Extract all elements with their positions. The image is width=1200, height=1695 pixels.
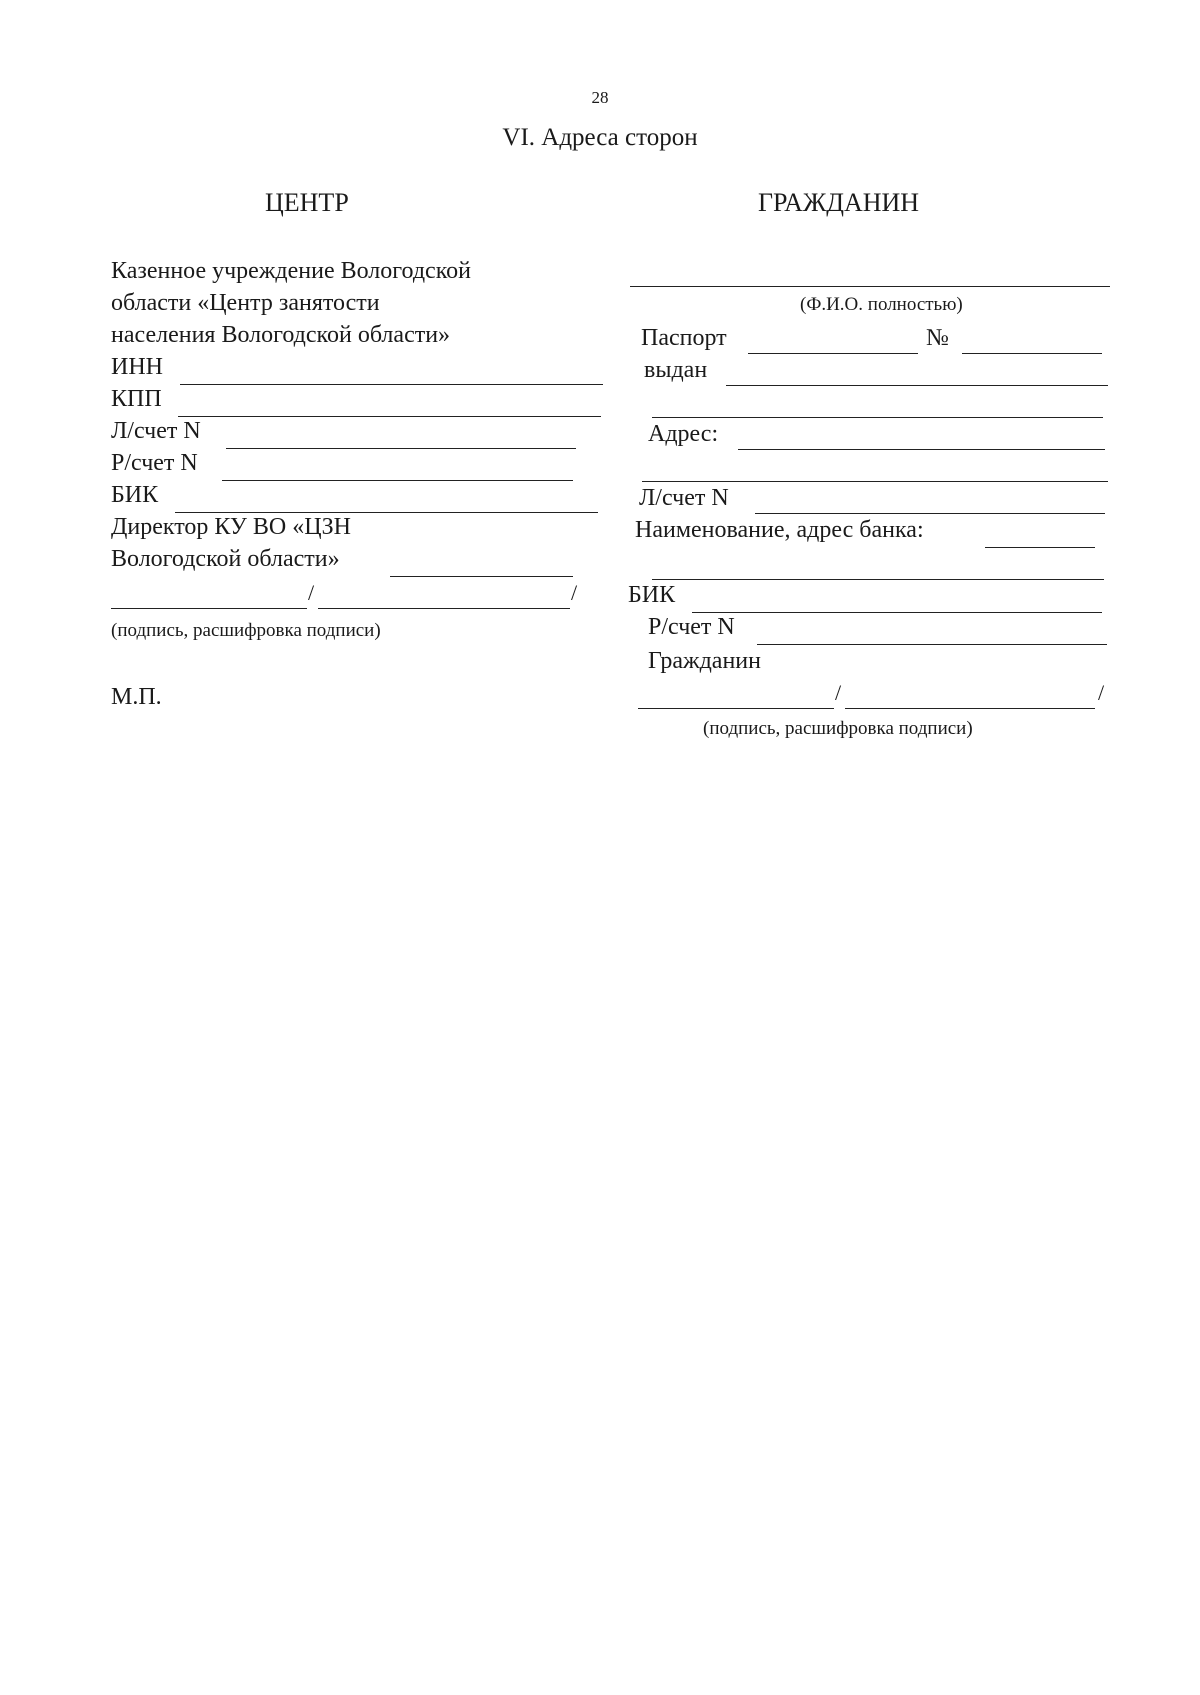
citizen-signature-field[interactable] <box>638 708 834 709</box>
citizen-bank-field-continued[interactable] <box>652 579 1104 580</box>
center-signature-name-field[interactable] <box>318 608 570 609</box>
center-ls-field[interactable] <box>226 448 576 449</box>
citizen-signature-separator: / <box>835 680 842 705</box>
citizen-bik-label: БИК <box>628 582 676 608</box>
citizen-fio-caption: (Ф.И.О. полностью) <box>800 294 963 315</box>
center-rs-field[interactable] <box>222 480 573 481</box>
citizen-number-label: № <box>926 325 949 351</box>
citizen-address-field-continued[interactable] <box>642 481 1108 482</box>
center-seal-label: М.П. <box>111 684 162 710</box>
citizen-bank-label: Наименование, адрес банка: <box>635 517 924 543</box>
center-heading: ЦЕНТР <box>265 188 349 217</box>
citizen-signer-label: Гражданин <box>648 648 761 674</box>
center-signature-end-separator: / <box>571 580 578 605</box>
citizen-issued-field-continued[interactable] <box>652 417 1103 418</box>
citizen-passport-number-field[interactable] <box>962 353 1102 354</box>
center-bik-label: БИК <box>111 482 159 508</box>
center-org-line1: Казенное учреждение Вологодской <box>111 258 471 284</box>
citizen-signature-caption: (подпись, расшифровка подписи) <box>703 718 973 739</box>
citizen-heading: ГРАЖДАНИН <box>758 188 920 217</box>
center-inn-field[interactable] <box>180 384 603 385</box>
citizen-rs-field[interactable] <box>757 644 1107 645</box>
citizen-passport-label: Паспорт <box>641 325 727 351</box>
center-director-line1: Директор КУ ВО «ЦЗН <box>111 514 351 540</box>
citizen-address-label: Адрес: <box>648 421 719 447</box>
center-signature-caption: (подпись, расшифровка подписи) <box>111 620 381 641</box>
citizen-issued-label: выдан <box>644 357 708 383</box>
center-org-line3: населения Вологодской области» <box>111 322 451 348</box>
section-title: VI. Адреса сторон <box>502 124 698 151</box>
citizen-rs-label: Р/счет N <box>648 614 735 640</box>
citizen-bik-field[interactable] <box>692 612 1102 613</box>
center-ls-label: Л/счет N <box>111 418 201 444</box>
center-director-field[interactable] <box>390 576 573 577</box>
center-signature-separator: / <box>308 580 315 605</box>
center-org-line2: области «Центр занятости <box>111 290 380 316</box>
citizen-address-field[interactable] <box>738 449 1105 450</box>
center-rs-label: Р/счет N <box>111 450 198 476</box>
center-signature-field[interactable] <box>111 608 307 609</box>
center-bik-field[interactable] <box>175 512 598 513</box>
citizen-bank-field[interactable] <box>985 547 1095 548</box>
citizen-fio-field[interactable] <box>630 286 1110 287</box>
page-number: 28 <box>591 88 609 107</box>
citizen-ls-field[interactable] <box>755 513 1105 514</box>
center-kpp-field[interactable] <box>178 416 601 417</box>
citizen-issued-field[interactable] <box>726 385 1108 386</box>
center-kpp-label: КПП <box>111 386 162 412</box>
center-inn-label: ИНН <box>111 354 163 380</box>
citizen-passport-series-field[interactable] <box>748 353 918 354</box>
citizen-signature-end-separator: / <box>1098 680 1105 705</box>
citizen-signature-name-field[interactable] <box>845 708 1095 709</box>
citizen-ls-label: Л/счет N <box>639 485 729 511</box>
center-director-line2: Вологодской области» <box>111 546 340 572</box>
